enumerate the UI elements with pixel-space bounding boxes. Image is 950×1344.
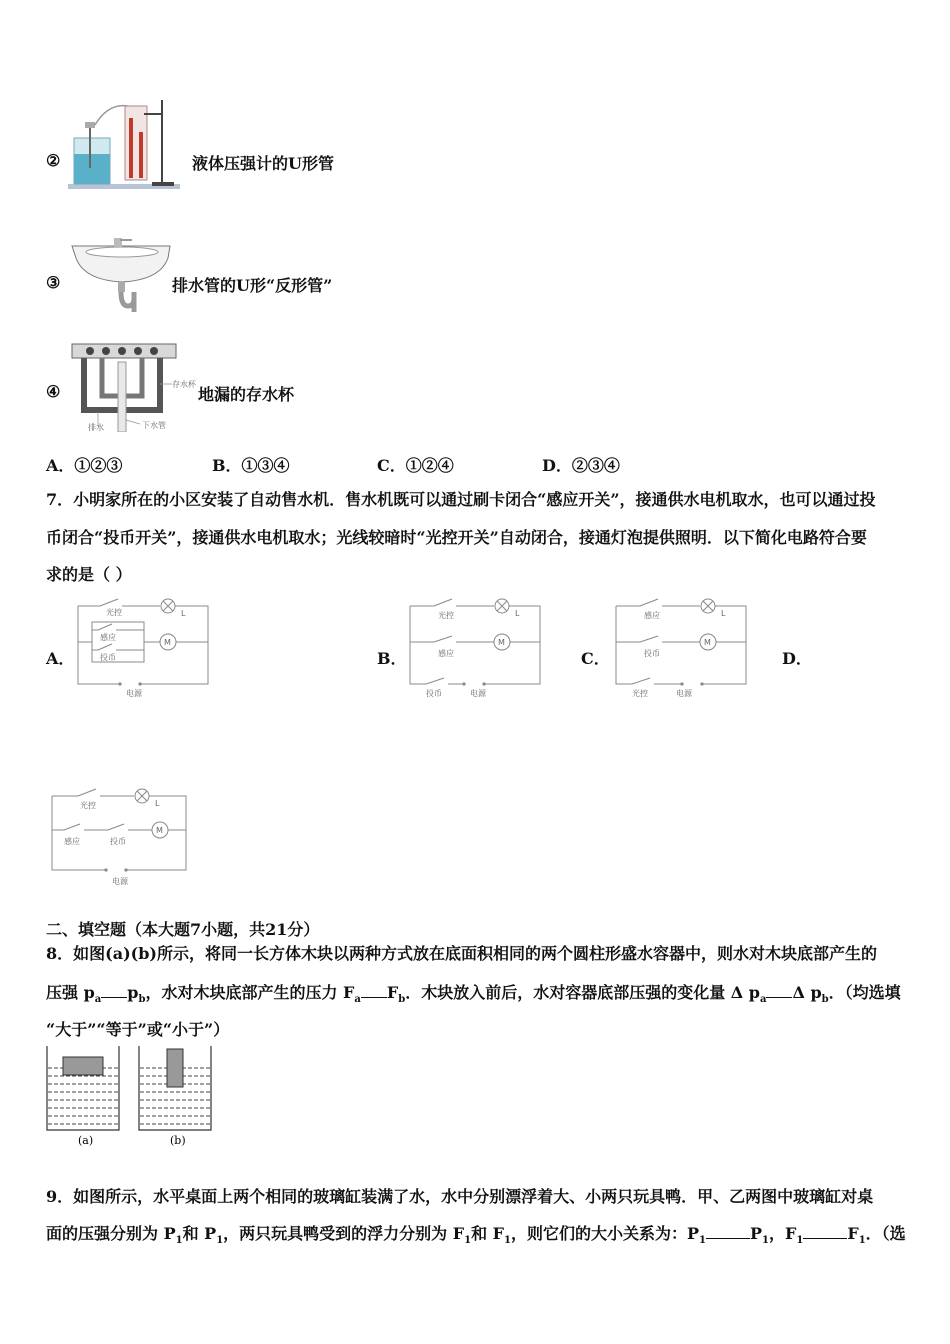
svg-text:投币: 投币 (644, 649, 660, 658)
item-2-number: ② (46, 151, 61, 170)
q8-container-figure (44, 1044, 216, 1152)
svg-text:投币: 投币 (110, 837, 126, 846)
item-4-number: ④ (46, 382, 61, 401)
svg-text:电源: 电源 (470, 689, 486, 698)
q7-line-1: 7．小明家所在的小区安装了自动售水机．售水机既可以通过刷卡闭合“感应开关”，接通供水电机取水，也可以通过投 (46, 490, 876, 509)
q6-option-c[interactable]: C．①②④ (377, 456, 454, 475)
svg-text:M: M (704, 638, 711, 647)
fig-a-caption: (a) (78, 1134, 94, 1147)
q9-blank-2[interactable] (803, 1224, 847, 1239)
q8-line-3: “大于”“等于”或“小于”） (46, 1020, 230, 1039)
label-drain-pipe: 下水管 (142, 421, 166, 430)
svg-text:电源: 电源 (676, 689, 692, 698)
svg-text:M: M (156, 826, 163, 835)
svg-text:光控: 光控 (80, 801, 96, 810)
svg-text:光控: 光控 (438, 611, 454, 620)
label-cup: 存水杯 (172, 380, 196, 389)
svg-text:光控: 光控 (632, 689, 648, 698)
q8-blank-3[interactable] (766, 983, 792, 998)
circuit-d (50, 784, 190, 888)
svg-text:L: L (155, 799, 160, 808)
svg-text:光控: 光控 (106, 608, 122, 617)
svg-text:M: M (498, 638, 505, 647)
label-drain: 排水 (88, 423, 104, 432)
pressure-gauge-figure (68, 98, 180, 190)
svg-text:感应: 感应 (100, 633, 116, 642)
circuit-c (614, 598, 750, 702)
svg-text:电源: 电源 (112, 877, 128, 886)
q6-option-a[interactable]: A．①②③ (46, 456, 123, 475)
svg-text:M: M (164, 638, 171, 647)
q7-line-3: 求的是（ ） (46, 565, 132, 584)
svg-text:感应: 感应 (644, 611, 660, 620)
svg-text:感应: 感应 (438, 649, 454, 658)
svg-text:投币: 投币 (426, 689, 442, 698)
svg-text:L: L (721, 609, 726, 618)
svg-text:L: L (181, 609, 186, 618)
svg-text:感应: 感应 (64, 837, 80, 846)
q8-blank-1[interactable] (101, 983, 127, 998)
q9-line-2: 面的压强分别为 $P_1$和 $P_1$，两只玩具鸭受到的浮力分别为 $F_1$和 $F_1$，则它们的大小关系为：$P_1$ $P_1$，$F_1$ $F_1$．（选 (46, 1224, 906, 1247)
q9-blank-1[interactable] (706, 1224, 750, 1239)
svg-text:电源: 电源 (126, 689, 142, 698)
q9-line-1: 9．如图所示，水平桌面上两个相同的玻璃缸装满了水，水中分别漂浮着大、小两只玩具鸭．甲、乙两图中玻璃缸对桌 (46, 1187, 874, 1206)
sink-drain-figure (70, 236, 174, 312)
floor-drain-figure (68, 342, 200, 432)
q8-line-1: 8．如图(a)(b)所示，将同一长方体木块以两种方式放在底面积相同的两个圆柱形盛水容器中，则水对木块底部产生的 (46, 944, 877, 963)
q7-line-2: 币闭合“投币开关”，接通供水电机取水；光线较暗时“光控开关”自动闭合，接通灯泡提供照明．以下简化电路符合要 (46, 528, 867, 547)
q6-option-d[interactable]: D．②③④ (542, 456, 620, 475)
circuit-a (76, 598, 212, 702)
q7-option-d[interactable]: D． (782, 649, 812, 668)
q7-option-c[interactable]: C． (581, 649, 610, 668)
svg-text:投币: 投币 (100, 653, 116, 662)
svg-text:L: L (515, 609, 520, 618)
q8-line-2: 压强 $p_a$ $p_b$，水对木块底部产生的压力 $F_a$ $F_b$．木块放入前后，水对容器底部压强的变化量 Δ $p_a$ Δ $p_b$．（均选填 (46, 983, 901, 1006)
item-3-label: 排水管的U形“反形管” (172, 276, 333, 295)
section-2-heading: 二、填空题（本大题7小题，共21分） (46, 920, 320, 939)
q7-option-a[interactable]: A． (46, 649, 75, 668)
item-4-label: 地漏的存水杯 (198, 385, 295, 404)
q8-blank-2[interactable] (361, 983, 387, 998)
fig-b-caption: (b) (170, 1134, 186, 1147)
item-3-number: ③ (46, 273, 61, 292)
circuit-b (408, 598, 544, 702)
q6-option-b[interactable]: B．①③④ (212, 456, 290, 475)
item-2-label: 液体压强计的U形管 (192, 154, 334, 173)
q7-option-b[interactable]: B． (377, 649, 407, 668)
